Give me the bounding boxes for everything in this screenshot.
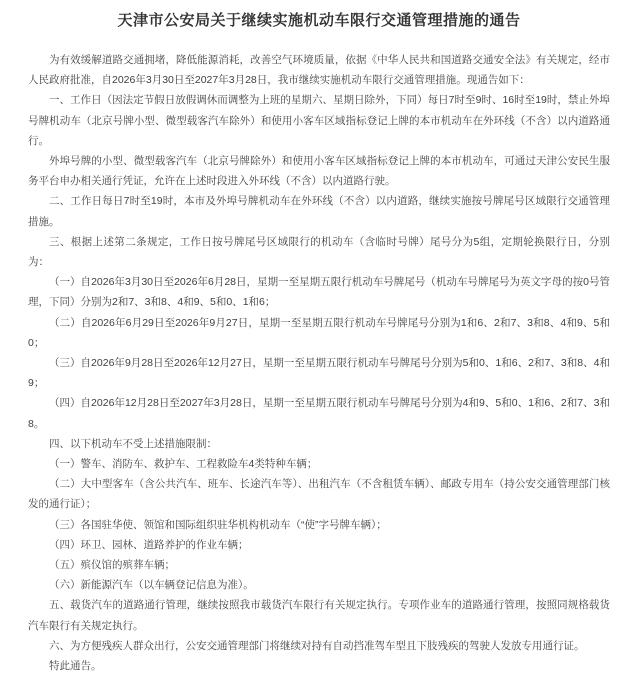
paragraph-rule-4-item-2: （二）大中型客车（含公共汽车、班车、长途汽车等）、出租汽车（不含租赁车辆）、邮政专用车（持公安交通管理部门核发的通行证）； bbox=[28, 478, 610, 511]
paragraph-rule-5: 五、载货汽车的道路通行管理，继续按照我市载货汽车限行有关规定执行。专项作业车的道路通行管理，按照同规格载货汽车限行有关规定执行。 bbox=[28, 599, 610, 632]
paragraph-intro: 为有效缓解道路交通拥堵，降低能源消耗，改善空气环境质量，依据《中华人民共和国道路交通安全法》有关规定，经市人民政府批准，自2026年3月30日至2027年3月28日，我市继续实施机动车限行交通管理措施。现通告如下： bbox=[28, 54, 610, 87]
paragraph-rule-3-item-3: （三）自2026年9月28日至2026年12月27日，星期一至星期五限行机动车号牌尾号分别为5和0、1和6、2和7、3和8、4和9； bbox=[28, 357, 610, 390]
paragraph-rule-4-item-5: （五）殡仪馆的殡葬车辆； bbox=[49, 559, 175, 572]
paragraph-rule-4-item-6: （六）新能源汽车（以车辆登记信息为准）。 bbox=[49, 579, 254, 592]
page-title: 天津市公安局关于继续实施机动车限行交通管理措施的通告 bbox=[117, 12, 521, 29]
paragraph-rule-3-item-2: （二）自2026年6月29日至2026年9月27日，星期一至星期五限行机动车号牌尾号分别为1和6、2和7、3和8、4和9、5和0； bbox=[28, 316, 610, 349]
paragraph-rule-1: 一、工作日（因法定节假日放假调休而调整为上班的星期六、星期日除外，下同）每日7时至9时、16时至19时，禁止外埠号牌机动车（北京号牌小型、微型载客汽车除外）和使用小客车区域指标登记上牌的本市机动车在外环线（不含）以内道路通行。 bbox=[28, 94, 610, 147]
paragraph-rule-4-item-1: （一）警车、消防车、救护车、工程救险车4类特种车辆； bbox=[49, 458, 318, 471]
paragraph-rule-3: 三、根据上述第二条规定，工作日按号牌尾号区域限行的机动车（含临时号牌）尾号分为5组，定期轮换限行日，分别为： bbox=[28, 235, 610, 269]
paragraph-rule-2: 二、工作日每日7时至19时，本市及外埠号牌机动车在外环线（不含）以内道路，继续实施按号牌尾号区域限行交通管理措施。 bbox=[28, 195, 610, 228]
notice-body bbox=[28, 50, 610, 676]
paragraph-rule-1-note: 外埠号牌的小型、微型载客汽车（北京号牌除外）和使用小客车区域指标登记上牌的本市机动车，可通过天津公安民生服务平台申办相关通行凭证，允许在上述时段进入外环线（不含）以内道路行驶。 bbox=[28, 155, 610, 188]
paragraph-closing: 特此通告。 bbox=[49, 660, 102, 673]
paragraph-rule-3-item-1: （一）自2026年3月30日至2026年6月28日，星期一至星期五限行机动车号牌尾号（机动车号牌尾号为英文字母的按0号管理，下同）分别为2和7、3和8、4和9、5和0、1和6； bbox=[28, 276, 610, 309]
paragraph-rule-4-item-4: （四）环卫、园林、道路养护的作业车辆； bbox=[49, 538, 249, 551]
paragraph-rule-4-item-3: （三）各国驻华使、领馆和国际组织驻华机构机动车（“使”字号牌车辆）； bbox=[49, 518, 387, 531]
paragraph-rule-6: 六、为方便残疾人群众出行，公安交通管理部门将继续对持有自动挡准驾车型且下肢残疾的驾驶人发放专用通行证。 bbox=[49, 639, 585, 652]
paragraph-rule-3-item-4: （四）自2026年12月28日至2027年3月28日，星期一至星期五限行机动车号牌尾号分别为4和9、5和0、1和6、2和7、3和8。 bbox=[28, 397, 610, 430]
paragraph-rule-4: 四、以下机动车不受上述措施限制： bbox=[49, 437, 217, 450]
